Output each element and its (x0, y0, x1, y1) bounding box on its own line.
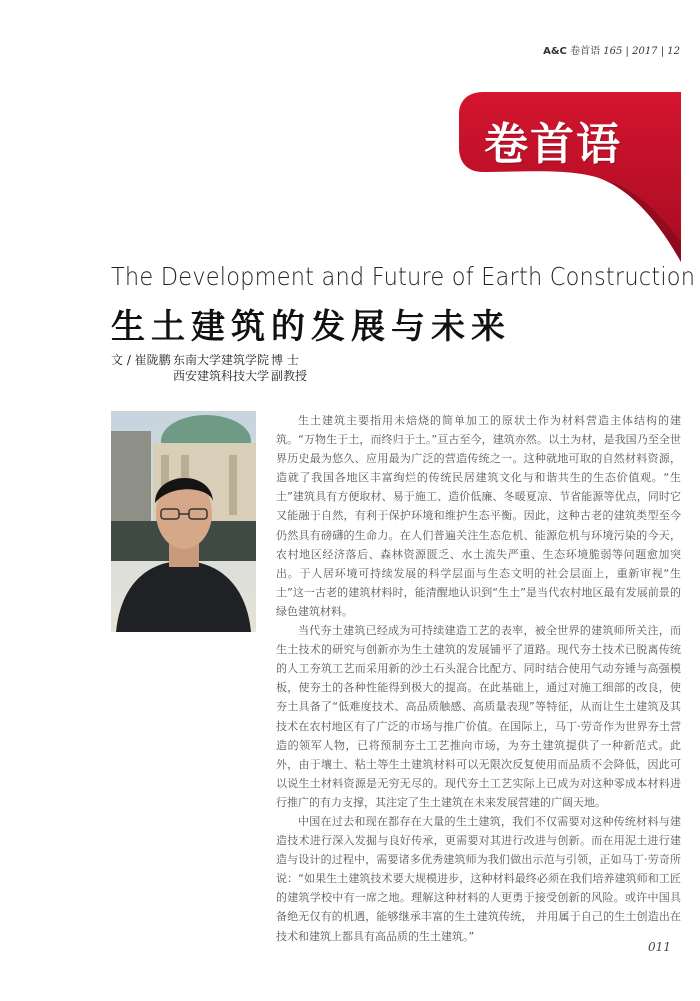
author-block (111, 352, 307, 384)
paragraph: 中国在过去和现在都存在大量的生土建筑，我们不仅需要对这种传统材料与建造技术进行深入发掘与良好传承，更需要对其进行改进与创新。而在用泥土进行建造与设计的过程中，需要诸多优秀建筑师为我们做出示范与引领，正如马丁·劳奇所说：“如果生土建筑技术要大规模进步，这种材料最终必须在我们培养建筑师和工匠的建筑学校中有一席之地。理解这种材料的人更勇于接受创新的风险。或许中国具备绝无仅有的机遇，能够继承丰富的生土建筑传统， 并用属于自己的生土创造出在技术和建筑上都具有高品质的生土建筑。” (276, 814, 681, 943)
issue-info: 165 | 2017 | 12 (603, 46, 680, 57)
running-header (543, 42, 680, 57)
section-name: 卷首语 (570, 46, 601, 57)
title-chinese: 生土建筑的发展与未来 (111, 307, 511, 347)
article-body (276, 411, 681, 946)
paragraph: 生土建筑主要指用未焙烧的简单加工的原状土作为材料营造主体结构的建筑。“万物生于土，而终归于土。”亘古至今，建筑亦然。以土为材，是我国乃至全世界历史最为悠久、应用最为广泛的营造传统之一。这种就地可取的自然材料资源，造就了我国各地区丰富绚烂的传统民居建筑文化与和谐共生的生态价值观。“生土”建筑具有方便取材、易于施工、造价低廉、冬暖夏凉、节省能源等优点，同时它又能融于自然，有利于保护环境和维护生态平衡。因此，这种古老的建筑类型至今仍然具有磅礴的生命力。在人们普遍关注生态危机、能源危机与环境污染的今天，农村地区经济落后、森林资源匮乏、水土流失严重、生态环境脆弱等问题愈加突出。于人居环境可持续发展的科学层面与生态文明的社会层面上，重新审视“生土”这一古老的建筑材料时，能清醒地认识到“生土”是当代农村地区最有发展前景的绿色建筑材料。 (276, 414, 681, 618)
affiliation-org: 东南大学建筑学院 (173, 353, 270, 367)
author-name: 文 / 崔陇鹏 (111, 353, 171, 367)
title-english: The Development and Future of Earth Construction (111, 262, 696, 291)
page-number: 011 (648, 940, 671, 954)
journal-brand: A&C (543, 46, 567, 57)
affiliation-org: 西安建筑科技大学 (173, 369, 270, 383)
affiliation-role: 博 士 (271, 353, 299, 367)
author-photo (111, 411, 256, 632)
ribbon-label: 卷首语 (484, 119, 622, 170)
paragraph: 当代夯土建筑已经成为可持续建造工艺的表率，被全世界的建筑师所关注，而生土技术的研究与创新亦为生土建筑的发展铺平了道路。现代夯土技术已脱离传统的人工夯筑工艺而采用新的沙土石头混合比配方、同时结合使用气动夯锤与高强模板，使夯土的各种性能得到极大的提高。在此基础上，通过对施工细部的改良，使夯土具备了“低难度技术、高品质触感、高质量表现”等特征，从而让生土建筑及其技术在农村地区有了广泛的市场与推广价值。在国际上，马丁·劳奇作为世界夯土营造的领军人物，已将预制夯土工艺推向市场，为夯土建筑提供了一种新范式。此外，由于壤土、粘土等生土建筑材料可以无限次反复使用而品质不会降低，因此可以说生土材料资源是无穷无尽的。现代夯土工艺实际上已成为对这种零成本材料进行推广的有力支撑，其注定了生土建筑在未来发展营建的广阔天地。 (276, 624, 681, 809)
affiliation-role: 副教授 (271, 369, 308, 383)
